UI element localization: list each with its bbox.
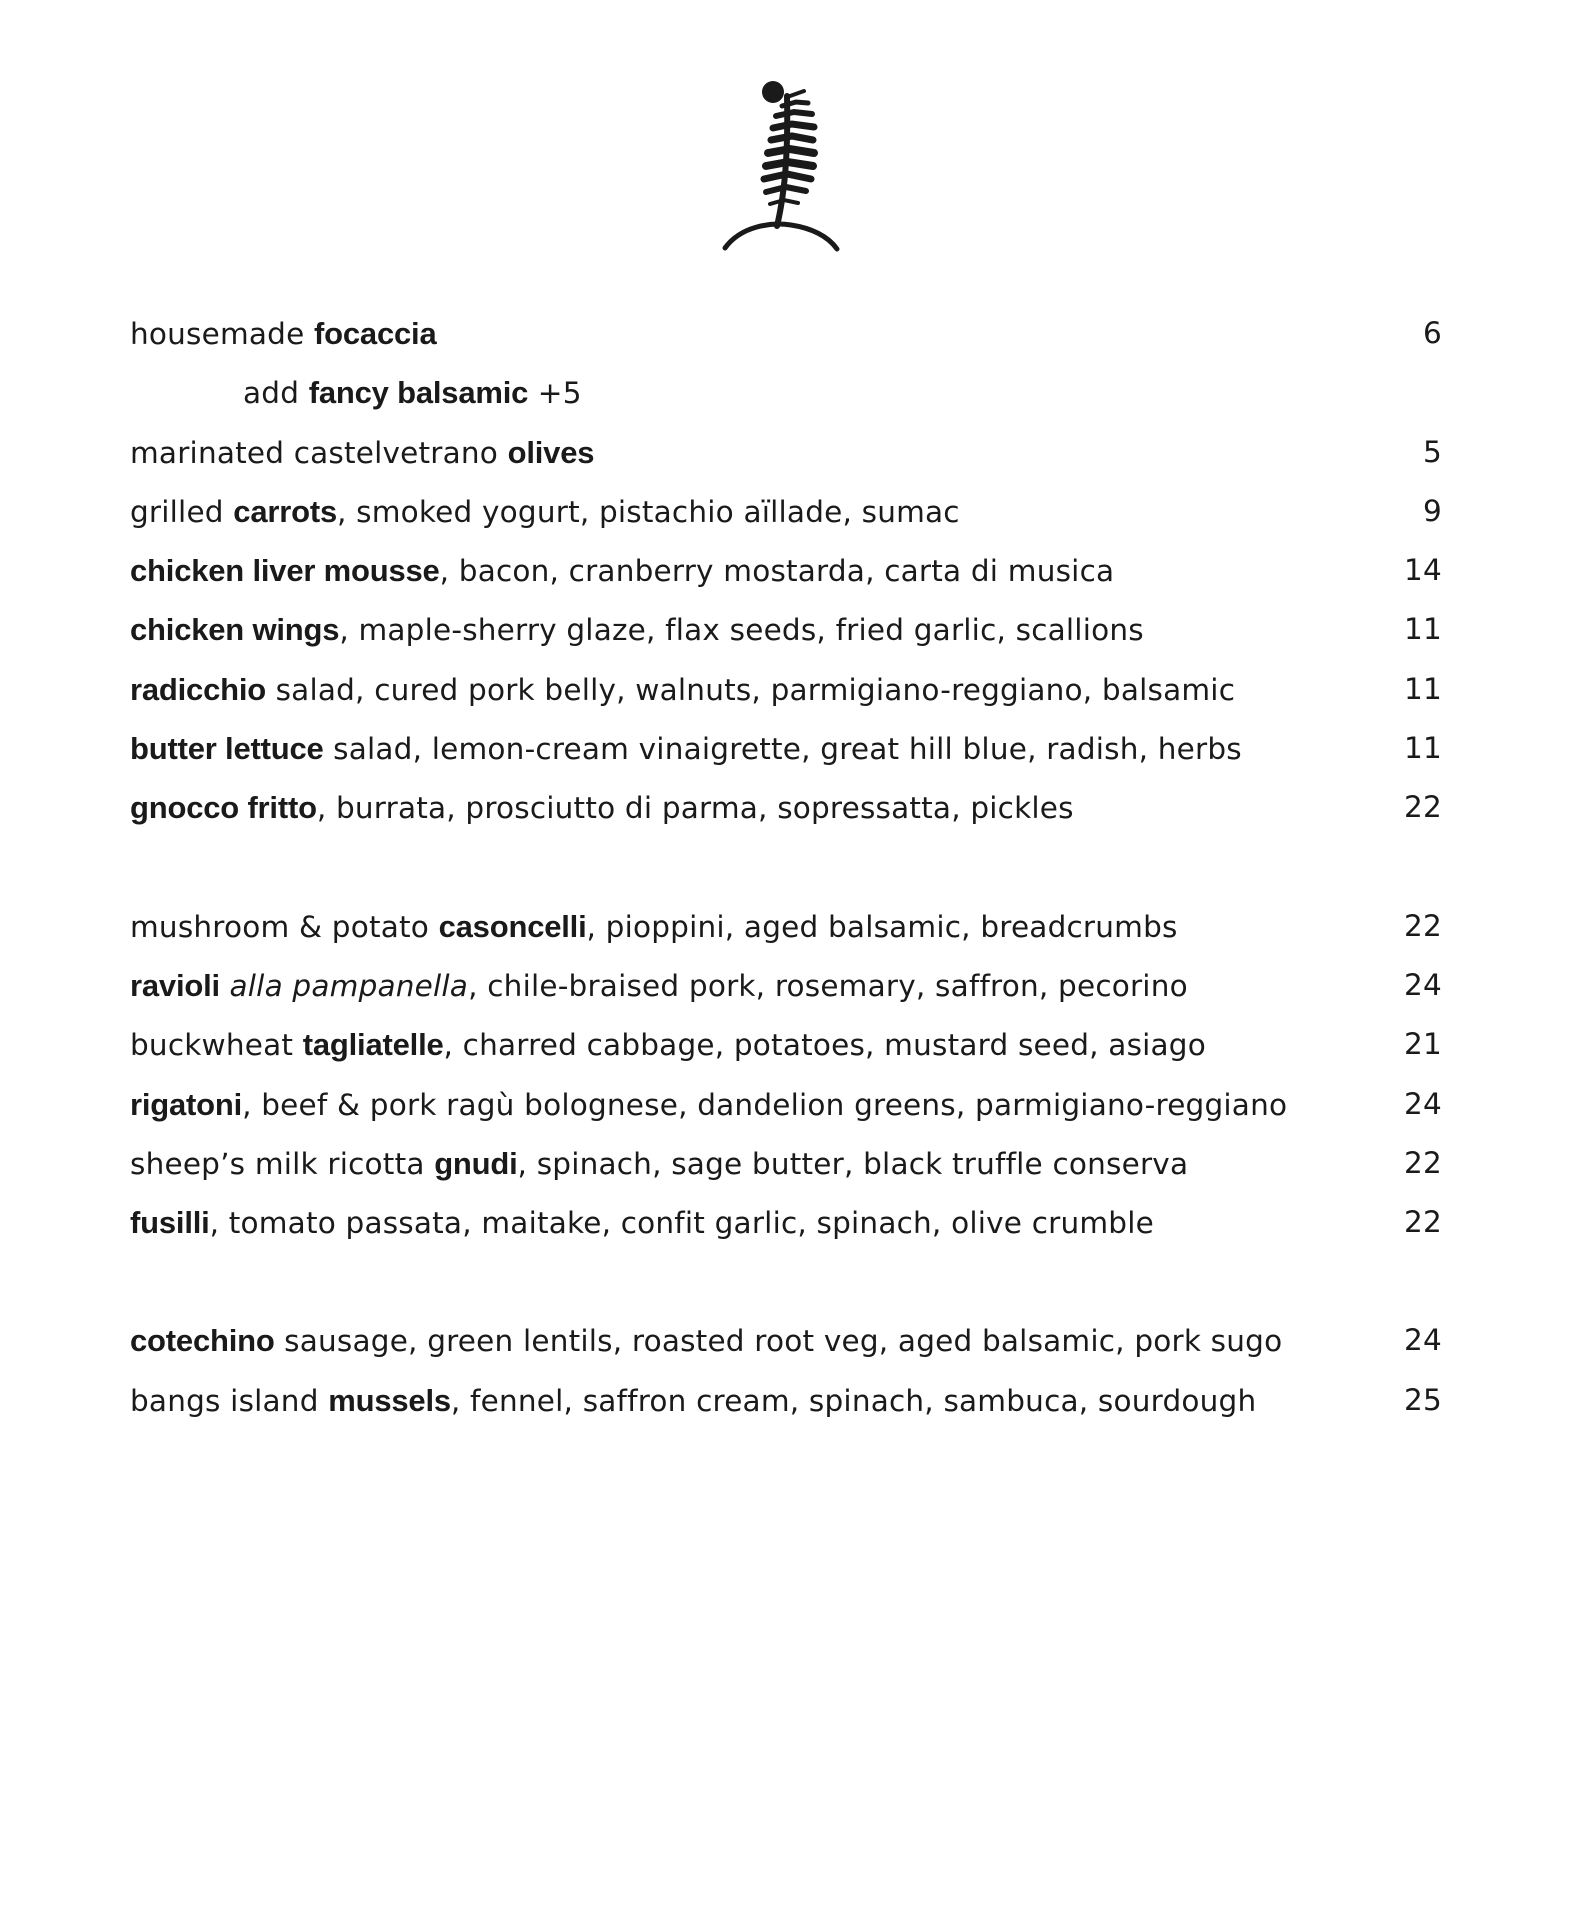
item-name: carrots	[233, 493, 338, 529]
item-pre: buckwheat	[130, 1028, 303, 1063]
item-desc: , spinach, sage butter, black truffle conserva	[517, 1146, 1189, 1181]
item-price: 22	[1404, 908, 1442, 943]
item-name: focaccia	[314, 316, 437, 351]
menu-item-radicchio	[130, 660, 1442, 719]
item-name: cotechino	[130, 1323, 275, 1359]
item-name: olives	[507, 434, 595, 470]
item-name: casoncelli	[438, 908, 587, 944]
menu-item-carrots	[130, 482, 1442, 541]
item-pre: mushroom & potato	[130, 909, 439, 944]
item-desc: , smoked yogurt, pistachio aïllade, sumac	[337, 494, 960, 529]
menu-item-cotechino	[130, 1311, 1442, 1370]
item-name: butter lettuce	[130, 731, 324, 767]
addon-name: fancy balsamic	[308, 375, 529, 411]
addon-pre: add	[243, 376, 309, 411]
item-name: gnudi	[434, 1145, 518, 1181]
menu-item-casoncelli	[130, 897, 1442, 956]
menu-item-olives	[130, 423, 1442, 482]
menu-item-fusilli	[130, 1193, 1442, 1252]
menu-item-gnocco-fritto	[130, 778, 1442, 837]
item-price: 5	[1423, 434, 1442, 469]
item-name: chicken liver mousse	[130, 553, 440, 589]
item-price: 21	[1404, 1027, 1442, 1062]
item-price: 22	[1404, 1205, 1442, 1240]
item-price: 9	[1423, 493, 1442, 528]
item-desc: , burrata, prosciutto di parma, sopressatta, pickles	[316, 791, 1074, 826]
section-gap	[130, 838, 1442, 897]
item-name: rigatoni	[130, 1086, 243, 1122]
item-price: 14	[1404, 553, 1442, 588]
menu-item-ravioli	[130, 956, 1442, 1015]
item-name: radicchio	[130, 671, 267, 707]
item-pre: grilled	[130, 494, 234, 529]
item-price: 11	[1404, 731, 1442, 766]
item-price: 22	[1404, 790, 1442, 825]
menu-item-butter-lettuce	[130, 719, 1442, 778]
item-price: 24	[1404, 1323, 1442, 1358]
item-desc: , bacon, cranberry mostarda, carta di musica	[439, 554, 1115, 589]
item-pre: sheep’s milk ricotta	[130, 1146, 435, 1181]
menu-item-chicken-wings	[130, 600, 1442, 659]
item-pre: marinated castelvetrano	[130, 435, 508, 470]
section-gap	[130, 1252, 1442, 1311]
item-desc: , pioppini, aged balsamic, breadcrumbs	[586, 909, 1178, 944]
item-italic: alla pampanella	[219, 968, 469, 1003]
item-price: 6	[1423, 316, 1442, 350]
item-price: 24	[1404, 967, 1442, 1002]
item-desc: , charred cabbage, potatoes, mustard seed, asiago	[443, 1028, 1206, 1063]
menu-item-tagliatelle	[130, 1015, 1442, 1074]
item-desc: , fennel, saffron cream, spinach, sambuca, sourdough	[450, 1383, 1257, 1418]
item-name: chicken wings	[130, 612, 340, 648]
item-name: fusilli	[130, 1205, 210, 1241]
menu-list	[130, 304, 1442, 1430]
item-desc: , beef & pork ragù bolognese, dandelion greens, parmigiano-reggiano	[242, 1087, 1288, 1122]
item-desc: salad, cured pork belly, walnuts, parmigiano-reggiano, balsamic	[266, 672, 1236, 707]
item-price: 22	[1404, 1145, 1442, 1180]
item-pre: housemade	[130, 317, 315, 351]
item-price: 24	[1404, 1086, 1442, 1121]
item-desc: , tomato passata, maitake, confit garlic, spinach, olive crumble	[209, 1206, 1154, 1241]
menu-addon-balsamic	[130, 363, 1442, 422]
item-desc: sausage, green lentils, roasted root veg, aged balsamic, pork sugo	[274, 1324, 1283, 1359]
menu-item-gnudi	[130, 1134, 1442, 1193]
pine-tree-sun-icon	[716, 76, 856, 256]
item-price: 25	[1404, 1382, 1442, 1417]
menu-item-mussels	[130, 1371, 1442, 1430]
menu-item-rigatoni	[130, 1075, 1442, 1134]
item-desc: salad, lemon-cream vinaigrette, great hill blue, radish, herbs	[323, 732, 1242, 767]
item-desc: , maple-sherry glaze, flax seeds, fried garlic, scallions	[339, 613, 1144, 648]
addon-price: +5	[528, 376, 582, 411]
item-name: ravioli	[130, 967, 220, 1003]
item-price: 11	[1404, 671, 1442, 706]
item-name: mussels	[328, 1382, 451, 1418]
item-pre: bangs island	[130, 1383, 329, 1418]
item-desc: , chile-braised pork, rosemary, saffron, pecorino	[468, 968, 1188, 1003]
item-name: tagliatelle	[302, 1027, 444, 1063]
menu-item-chicken-liver-mousse	[130, 541, 1442, 600]
item-name: gnocco fritto	[130, 790, 317, 826]
menu-item-focaccia	[130, 304, 1442, 363]
item-price: 11	[1404, 612, 1442, 647]
